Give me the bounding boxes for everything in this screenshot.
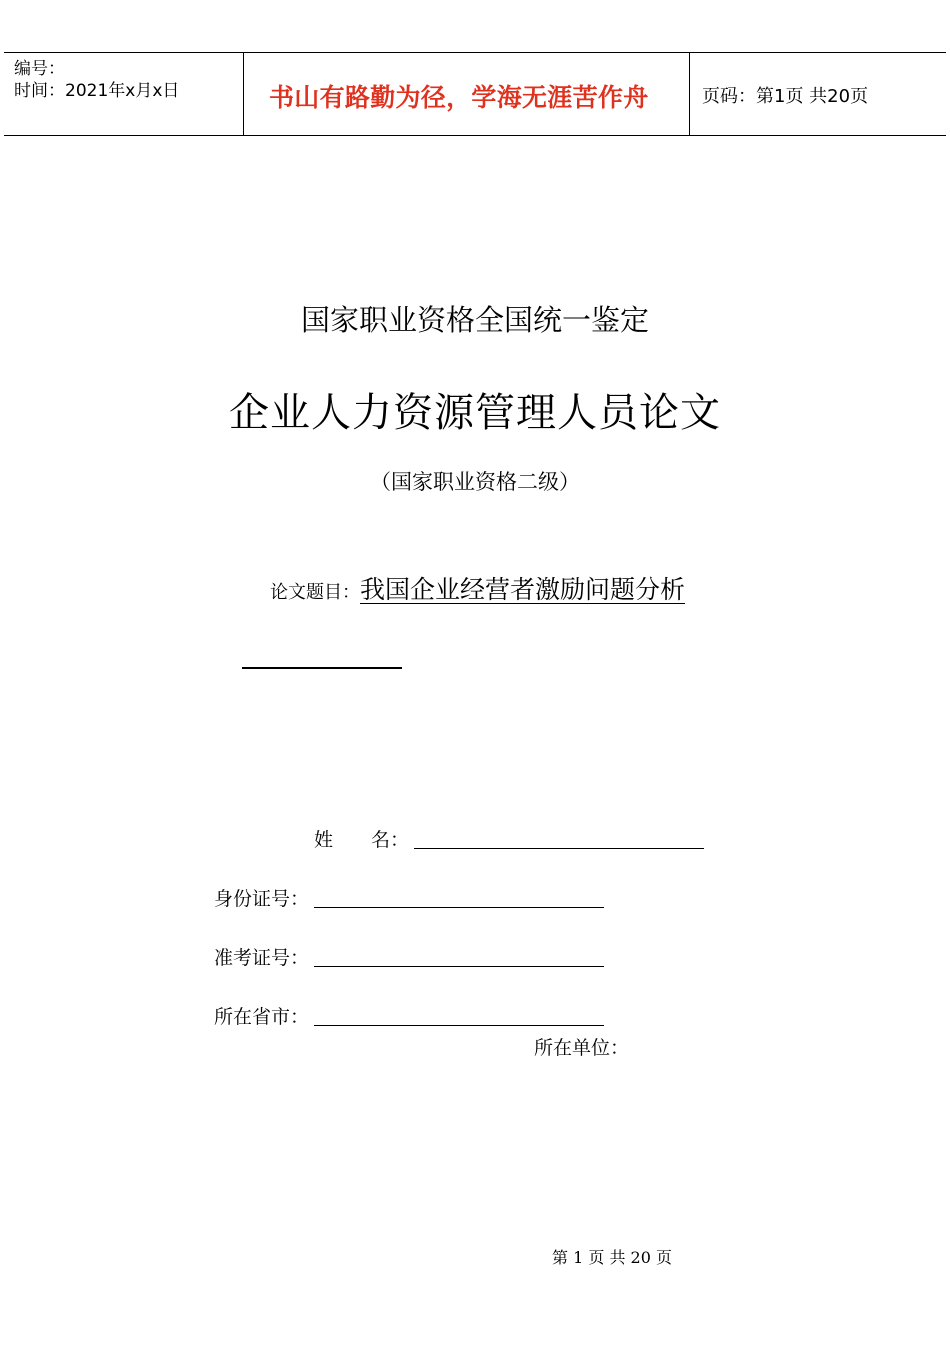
topic-value: 我国企业经营者激励问题分析 bbox=[360, 575, 686, 604]
header-page-cell bbox=[690, 53, 946, 135]
province-line bbox=[314, 1025, 604, 1026]
header-motto-cell bbox=[244, 53, 690, 135]
qualification-level: （国家职业资格二级） bbox=[370, 470, 580, 494]
serial-label: 编号： bbox=[14, 59, 65, 79]
page-code: 页码：第1页 共20页 bbox=[702, 86, 869, 107]
exam-no-line bbox=[314, 966, 604, 967]
topic-underline bbox=[242, 667, 402, 669]
topic-label: 论文题目： bbox=[270, 582, 360, 603]
time-label: 时间：2021年x月x日 bbox=[14, 81, 180, 101]
unit-label: 所在单位： bbox=[534, 1037, 630, 1059]
paper-title: 企业人力资源管理人员论文 bbox=[229, 390, 721, 436]
header-info-cell bbox=[4, 53, 244, 135]
motto-text: 书山有路勤为径，学海无涯苦作舟 bbox=[269, 83, 649, 112]
name-label: 姓 名： bbox=[314, 829, 410, 851]
name-line bbox=[414, 848, 704, 849]
topic-row bbox=[270, 570, 685, 606]
exam-no-label: 准考证号： bbox=[214, 947, 310, 969]
page-footer: 第 1 页 共 20 页 bbox=[552, 1248, 672, 1267]
document-header bbox=[4, 52, 946, 136]
province-label: 所在省市： bbox=[214, 1006, 310, 1028]
id-line bbox=[314, 907, 604, 908]
id-label: 身份证号： bbox=[214, 888, 310, 910]
exam-title: 国家职业资格全国统一鉴定 bbox=[300, 303, 649, 337]
